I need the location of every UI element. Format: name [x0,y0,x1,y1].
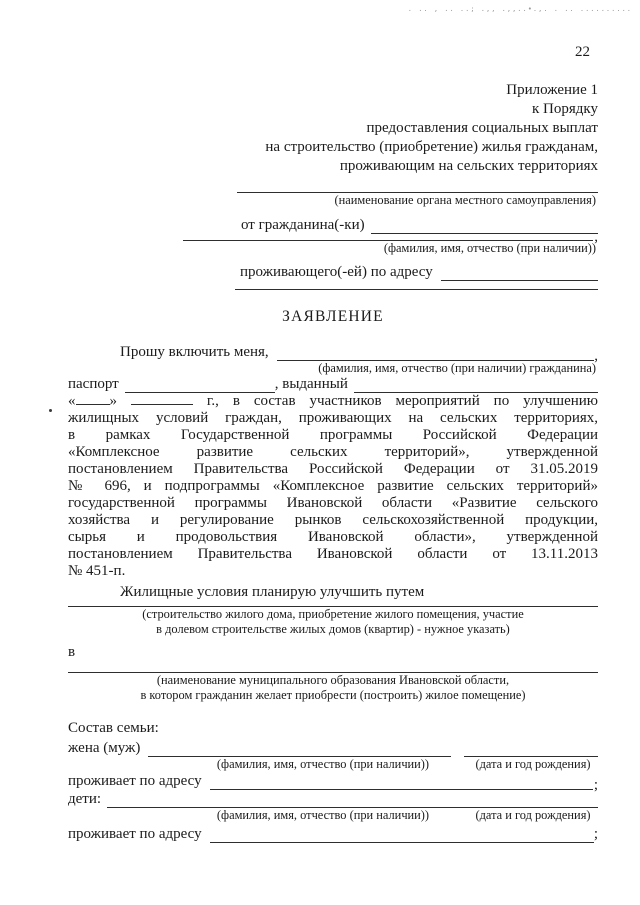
passport-label: паспорт [68,376,119,392]
children-address-row [68,823,598,843]
paragraph-line: № 696, и подпрограммы «Комплексное развитие сельских территорий» [68,478,598,494]
improve-method-hint-line2: в долевом строительстве жилых домов (квартир) - нужное указать) [156,622,510,636]
paragraph-line: постановлением Правительства Ивановской области от 13.11.2013 [68,546,598,562]
comma-mark: , [594,229,598,245]
request-lead-label: Прошу включить меня, [120,344,269,360]
semicolon-mark: ; [593,826,598,842]
org-name-hint: (наименование органа местного самоуправления) [334,193,596,207]
paragraph-line: государственной программы Ивановской области «Развитие сельского [68,495,598,511]
spouse-row [68,737,598,757]
document-content [68,0,598,843]
paragraph-last-line: № 451-п. [68,563,126,579]
spouse-address-label: проживает по адресу [68,773,202,789]
municipality-hint-line2: в котором гражданин желает приобрести (построить) жилое помещение) [140,688,526,702]
paragraph-line-date [68,393,598,410]
residing-address-label: проживающего(-ей) по адресу [240,264,433,280]
paragraph-line: хозяйства и регулирование рынков сельскохозяйственной продукции, [68,512,598,528]
children-address-blank [210,840,594,843]
document-title: ЗАЯВЛЕНИЕ [282,308,384,325]
in-label: в [68,644,76,660]
paragraph-line: жилищных условий граждан, проживающих на сельских территориях, [68,410,598,426]
children-address-label: проживает по адресу [68,826,202,842]
residing-address-blank-line-2 [235,289,598,290]
children-hints-row [68,808,598,823]
semicolon-mark: ; [593,777,598,793]
from-citizen-row [183,208,598,234]
citizen-name-continuation-row [183,229,598,245]
spouse-label: жена (муж) [68,740,141,756]
header-line: проживающим на сельских территориях [339,158,598,174]
children-row [68,790,598,808]
issued-label: , выданный [274,376,348,392]
header-line: к Порядку [532,101,598,117]
paragraph-line: сырья и продовольствия Ивановской области», утвержденной [68,529,598,545]
children-dob-hint: (дата и год рождения) [475,808,591,822]
citizen-name-hint: (фамилия, имя, отчество (при наличии)) [383,241,596,255]
paragraph-line: «Комплексное развитие сельских территорий», утвержденной [68,444,598,460]
paragraph-line: постановлением Правительства Российской Федерации от 31.05.2019 [68,461,598,477]
comma-mark: , [594,348,598,364]
appendix-header [68,81,598,176]
month-year-blank [131,393,193,405]
municipality-hint-line1: (наименование муниципального образования Ивановской области, [156,673,510,687]
header-line: предоставления социальных выплат [366,120,598,136]
paragraph-date-suffix: г., в состав участников мероприятий по улучшению [206,393,598,409]
citizen-name-blank [371,231,598,234]
header-line: Приложение 1 [506,82,598,98]
main-paragraph [68,393,598,580]
page-number: 22 [575,44,590,60]
children-label: дети: [68,791,102,807]
improve-method-hint-line1: (строительство жилого дома, приобретение жилого помещения, участие [142,607,524,621]
scan-artifact-noise: . .. , .. ..; .,, .,,..•.,. . .. .......... [407,5,632,13]
paragraph-line: в рамках Государственной программы Российской Федерации [68,427,598,443]
improve-lead: Жилищные условия планирую улучшить путем [120,584,425,600]
day-blank [76,393,110,405]
residing-address-blank [441,278,598,281]
quote-close: » [109,393,117,409]
addressee-block [183,192,598,290]
applicant-name-hint: (фамилия, имя, отчество (при наличии) гражданина) [318,361,596,375]
residing-address-row [183,256,598,281]
spouse-hints-row [68,757,598,772]
spouse-name-hint: (фамилия, имя, отчество (при наличии)) [216,757,430,771]
spouse-address-blank [210,787,593,790]
quote-open: « [68,393,76,409]
passport-row [68,376,598,393]
family-heading: Состав семьи: [68,720,159,736]
request-lead-row [68,343,598,364]
header-line: на строительство (приобретение) жилья гражданам, [265,139,598,155]
from-citizen-label: от гражданина(-ки) [241,217,365,233]
spouse-address-row [68,772,598,793]
children-name-hint: (фамилия, имя, отчество (при наличии)) [216,808,430,822]
scan-artifact-speck [49,409,52,412]
spouse-dob-hint: (дата и год рождения) [475,757,591,771]
